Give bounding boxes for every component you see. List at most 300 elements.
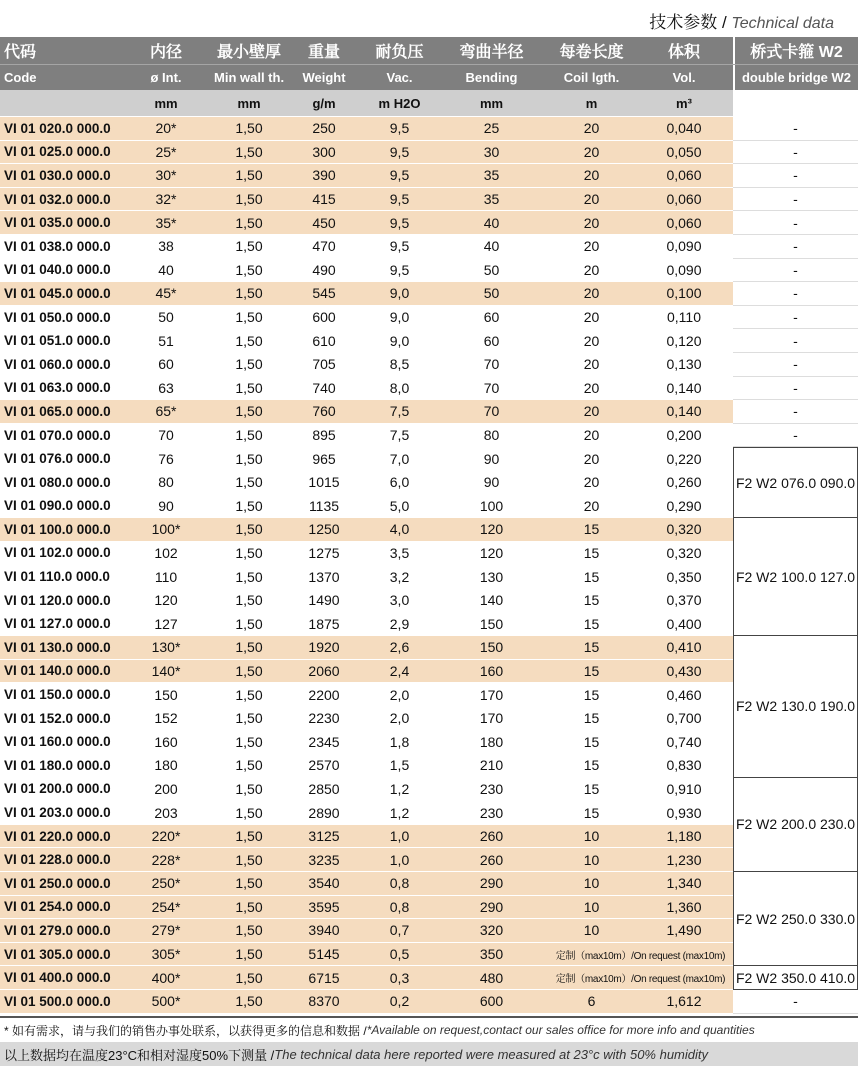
cell-inner-diameter: 220* [118,825,214,848]
cell-min-wall: 1,50 [214,636,284,659]
cell-min-wall: 1,50 [214,966,284,989]
footer-notes [0,1016,858,1066]
cell-volume: 0,260 [666,474,702,491]
table-row [0,306,858,330]
cell-vacuum: 1,5 [389,757,410,774]
bridge-cell-code: F2 W2 200.0 230.0 [733,778,858,872]
table-row [0,943,858,967]
cell-vacuum: 1,2 [389,780,410,797]
table-row [0,919,858,943]
cell-inner-diameter: 400* [118,966,214,989]
cell-vacuum: 0,8 [364,872,435,895]
cell-coil-length: 15 [583,686,600,703]
bridge-cell-none: - [733,259,858,283]
header-units-weight: g/m [312,95,336,111]
cell-code: VI 01 060.0 000.0 [4,356,111,372]
bridge-cell-none: - [733,353,858,377]
table-row [0,329,858,353]
cell-coil-length: 20 [583,238,600,255]
cell-weight: 2345 [308,733,340,750]
cell-weight: 1920 [284,636,364,659]
cell-code: VI 01 051.0 000.0 [4,333,111,349]
cell-inner-diameter: 45* [118,282,214,305]
cell-code: VI 01 254.0 000.0 [0,896,118,919]
header-en-volume: Vol. [672,70,696,85]
cell-weight: 740 [312,379,336,396]
header-row-cn [0,37,858,64]
cell-bending-radius: 35 [435,164,548,187]
cell-coil-length: 20 [548,141,635,164]
cell-bending-radius: 50 [483,261,500,278]
cell-bending-radius: 230 [479,780,504,797]
cell-inner-diameter: 127 [154,615,178,632]
cell-min-wall: 1,50 [214,848,284,871]
cell-coil-length: 15 [583,804,600,821]
cell-volume: 0,060 [635,164,733,187]
cell-min-wall: 1,50 [214,896,284,919]
cell-code: VI 01 305.0 000.0 [0,943,118,966]
cell-min-wall: 1,50 [235,544,263,561]
cell-min-wall: 1,50 [214,660,284,683]
cell-bending-radius: 180 [479,733,504,750]
cell-volume: 1,230 [635,848,733,871]
cell-inner-diameter: 100* [118,518,214,541]
header-en-coil-length: Coil lgth. [563,70,620,85]
cell-bending-radius: 60 [483,309,500,326]
cell-coil-length: 20 [583,379,600,396]
footnote-conditions: 以上数据均在温度23°C和相对湿度50%下测量 / The technical data here reported were measured at 23°c with 50% humidity [0,1042,858,1066]
cell-coil-length: 15 [583,544,600,561]
table-row [0,801,858,825]
cell-volume: 0,220 [666,450,702,467]
cell-min-wall: 1,50 [214,518,284,541]
cell-inner-diameter: 228* [118,848,214,871]
cell-weight: 6715 [284,966,364,989]
cell-bending-radius: 350 [435,943,548,966]
cell-min-wall: 1,50 [235,615,263,632]
cell-coil-length: 10 [548,872,635,895]
cell-code: VI 01 250.0 000.0 [0,872,118,895]
cell-min-wall: 1,50 [235,710,263,727]
table-row [0,707,858,731]
cell-vacuum: 9,5 [389,238,410,255]
cell-code: VI 01 102.0 000.0 [4,545,111,561]
cell-volume: 0,140 [635,400,733,423]
table-row [0,660,858,684]
cell-code: VI 01 110.0 000.0 [4,569,110,585]
header-en-weight: Weight [302,70,346,85]
cell-code: VI 01 090.0 000.0 [4,498,111,514]
cell-weight: 1875 [308,615,340,632]
cell-coil-length: 20 [548,117,635,140]
header-en-inner-diameter: ø Int. [150,70,182,85]
cell-bending-radius: 70 [483,356,500,373]
header-en-bridge: double bridge W2 [733,65,858,90]
cell-inner-diameter: 35* [118,211,214,234]
cell-inner-diameter: 200 [154,780,178,797]
cell-code: VI 01 400.0 000.0 [0,966,118,989]
header-row-units [0,90,858,116]
cell-bending-radius: 30 [435,141,548,164]
cell-vacuum: 0,5 [364,943,435,966]
table-header [0,37,858,116]
cell-vacuum: 7,5 [364,400,435,423]
cell-volume: 0,130 [666,356,702,373]
cell-bending-radius: 120 [479,544,504,561]
cell-code: VI 01 200.0 000.0 [4,781,111,797]
cell-inner-diameter: 140* [118,660,214,683]
table-row [0,872,858,896]
cell-code: VI 01 140.0 000.0 [0,660,118,683]
cell-volume: 0,740 [666,733,702,750]
cell-min-wall: 1,50 [235,497,263,514]
cell-volume: 0,110 [667,309,701,326]
cell-volume: 0,040 [635,117,733,140]
footnote-availability: * 如有需求，请与我们的销售办事处联系，以获得更多的信息和数据 / *Available on request,contact our sales office for more info and quantities [0,1016,858,1042]
cell-bending-radius: 170 [479,686,504,703]
cell-vacuum: 7,0 [389,450,410,467]
cell-code: VI 01 080.0 000.0 [4,474,111,490]
cell-volume: 0,430 [635,660,733,683]
data-table-body [0,117,858,1014]
cell-weight: 450 [284,211,364,234]
cell-weight: 1370 [308,568,340,585]
cell-inner-diameter: 50 [158,309,174,326]
cell-bending-radius: 170 [479,710,504,727]
cell-code: VI 01 045.0 000.0 [0,282,118,305]
cell-coil-length: 20 [548,211,635,234]
cell-weight: 2890 [308,804,340,821]
cell-code: VI 01 127.0 000.0 [4,616,111,632]
cell-weight: 1015 [308,474,340,491]
header-units-inner-diameter: mm [154,95,178,111]
bridge-cell-none: - [733,400,858,424]
cell-bending-radius: 260 [435,848,548,871]
cell-coil-length: 20 [583,332,600,349]
cell-code: VI 01 120.0 000.0 [4,592,111,608]
cell-weight: 8370 [284,990,364,1013]
header-cn-inner-diameter: 内径 [149,44,182,61]
cell-coil-length: 20 [583,427,600,444]
cell-code: VI 01 076.0 000.0 [4,451,111,467]
cell-coil-length: 20 [583,450,600,467]
cell-min-wall: 1,50 [214,211,284,234]
cell-volume: 0,090 [666,261,702,278]
table-row [0,495,858,519]
cell-vacuum: 0,7 [364,919,435,942]
cell-min-wall: 1,50 [235,332,263,349]
cell-bending-radius: 140 [479,592,504,609]
cell-on-request: 定制（max10m）/On request (max10m) [548,943,733,966]
cell-code: VI 01 032.0 000.0 [0,188,118,211]
header-en-vacuum: Vac. [386,70,413,85]
cell-weight: 3940 [284,919,364,942]
cell-bending-radius: 230 [479,804,504,821]
cell-inner-diameter: 63 [158,379,174,396]
header-cn-bending-radius: 弯曲半径 [459,44,524,61]
table-row [0,377,858,401]
cell-weight: 5145 [284,943,364,966]
cell-inner-diameter: 150 [154,686,178,703]
cell-bending-radius: 60 [483,332,500,349]
bridge-cell-code: F2 W2 350.0 410.0 [733,966,858,990]
cell-min-wall: 1,50 [235,261,263,278]
cell-inner-diameter: 120 [154,592,178,609]
cell-min-wall: 1,50 [214,990,284,1013]
cell-inner-diameter: 110 [154,568,178,585]
bridge-cell-none: - [733,377,858,401]
cell-bending-radius: 130 [479,568,504,585]
cell-inner-diameter: 152 [154,710,178,727]
cell-bending-radius: 260 [435,825,548,848]
cell-volume: 1,360 [635,896,733,919]
cell-min-wall: 1,50 [214,164,284,187]
cell-weight: 965 [312,450,336,467]
cell-vacuum: 0,3 [364,966,435,989]
cell-coil-length: 15 [548,636,635,659]
cell-min-wall: 1,50 [235,592,263,609]
cell-vacuum: 6,0 [389,474,410,491]
table-row [0,282,858,306]
table-row [0,353,858,377]
cell-vacuum: 9,5 [364,188,435,211]
cell-inner-diameter: 25* [118,141,214,164]
table-row [0,235,858,259]
table-row [0,778,858,802]
table-row [0,471,858,495]
cell-bending-radius: 35 [435,188,548,211]
cell-coil-length: 15 [548,518,635,541]
cell-coil-length: 20 [548,400,635,423]
table-row [0,896,858,920]
cell-volume: 1,340 [635,872,733,895]
cell-min-wall: 1,50 [214,919,284,942]
cell-coil-length: 15 [583,615,600,632]
cell-weight: 300 [284,141,364,164]
table-row [0,612,858,636]
table-row [0,754,858,778]
cell-weight: 2060 [284,660,364,683]
cell-coil-length: 15 [583,780,600,797]
cell-bending-radius: 90 [483,474,500,491]
cell-vacuum: 2,0 [389,710,410,727]
cell-code: VI 01 228.0 000.0 [0,848,118,871]
cell-bending-radius: 290 [435,896,548,919]
cell-coil-length: 15 [583,757,600,774]
cell-volume: 0,370 [666,592,702,609]
cell-inner-diameter: 32* [118,188,214,211]
cell-code: VI 01 130.0 000.0 [0,636,118,659]
cell-volume: 0,320 [666,544,702,561]
header-units-vacuum: m H2O [378,95,421,111]
bridge-cell-none: - [733,990,858,1014]
table-row [0,636,858,660]
cell-min-wall: 1,50 [214,400,284,423]
cell-coil-length: 15 [583,710,600,727]
cell-vacuum: 2,4 [364,660,435,683]
cell-bending-radius: 320 [435,919,548,942]
cell-volume: 0,460 [666,686,702,703]
cell-min-wall: 1,50 [235,356,263,373]
cell-coil-length: 20 [583,309,600,326]
cell-inner-diameter: 180 [154,757,178,774]
cell-code: VI 01 500.0 000.0 [0,990,118,1013]
table-row [0,424,858,448]
cell-bending-radius: 160 [435,660,548,683]
bridge-cell-none: - [733,188,858,212]
cell-min-wall: 1,50 [214,943,284,966]
table-row [0,589,858,613]
page-title [649,8,834,33]
cell-inner-diameter: 60 [158,356,174,373]
header-en-min-wall: Min wall th. [214,70,284,85]
cell-coil-length: 20 [548,164,635,187]
cell-code: VI 01 020.0 000.0 [0,117,118,140]
cell-volume: 0,200 [666,427,702,444]
cell-volume: 0,400 [666,615,702,632]
header-row-en [0,64,858,90]
cell-volume: 0,930 [666,804,702,821]
cell-weight: 415 [284,188,364,211]
cell-min-wall: 1,50 [235,379,263,396]
cell-coil-length: 10 [548,896,635,919]
cell-bending-radius: 210 [479,757,504,774]
cell-code: VI 01 070.0 000.0 [4,427,111,443]
cell-code: VI 01 038.0 000.0 [4,238,111,254]
cell-inner-diameter: 51 [158,332,174,349]
bridge-cell-none: - [733,329,858,353]
cell-coil-length: 10 [548,825,635,848]
cell-vacuum: 8,5 [389,356,410,373]
cell-volume: 0,100 [635,282,733,305]
cell-code: VI 01 065.0 000.0 [0,400,118,423]
bridge-cell-none: - [733,306,858,330]
cell-vacuum: 1,2 [389,804,410,821]
cell-coil-length: 10 [548,848,635,871]
table-row [0,447,858,471]
cell-bending-radius: 120 [435,518,548,541]
cell-min-wall: 1,50 [235,568,263,585]
cell-vacuum: 1,8 [389,733,410,750]
cell-volume: 0,830 [666,757,702,774]
bridge-cell-code: F2 W2 250.0 330.0 [733,872,858,966]
cell-volume: 0,120 [666,332,702,349]
cell-weight: 2570 [308,757,340,774]
cell-vacuum: 0,2 [364,990,435,1013]
cell-weight: 2850 [308,780,340,797]
cell-bending-radius: 100 [479,497,504,514]
cell-code: VI 01 063.0 000.0 [4,380,111,396]
table-row [0,400,858,424]
cell-inner-diameter: 160 [154,733,178,750]
header-cn-min-wall: 最小壁厚 [216,44,281,61]
cell-volume: 0,410 [635,636,733,659]
table-row [0,259,858,283]
cell-min-wall: 1,50 [235,733,263,750]
bridge-column [733,117,858,1014]
cell-code: VI 01 025.0 000.0 [0,141,118,164]
cell-code: VI 01 220.0 000.0 [0,825,118,848]
cell-inner-diameter: 90 [158,497,174,514]
cell-min-wall: 1,50 [214,282,284,305]
cell-code: VI 01 035.0 000.0 [0,211,118,234]
cell-coil-length: 10 [548,919,635,942]
cell-code: VI 01 152.0 000.0 [4,710,111,726]
cell-volume: 0,350 [666,568,702,585]
cell-coil-length: 20 [583,261,600,278]
cell-code: VI 01 203.0 000.0 [4,805,111,821]
cell-weight: 600 [312,309,336,326]
cell-coil-length: 15 [583,733,600,750]
cell-volume: 1,180 [635,825,733,848]
cell-bending-radius: 150 [479,615,504,632]
header-units-coil-length: m [585,95,598,111]
cell-min-wall: 1,50 [235,474,263,491]
cell-weight: 1490 [308,592,340,609]
cell-bending-radius: 70 [435,400,548,423]
cell-vacuum: 9,0 [364,282,435,305]
cell-code: VI 01 150.0 000.0 [4,687,111,703]
cell-bending-radius: 25 [435,117,548,140]
table-row [0,542,858,566]
bridge-cell-none: - [733,211,858,235]
cell-vacuum: 3,5 [389,544,410,561]
cell-bending-radius: 50 [435,282,548,305]
table-row [0,730,858,754]
cell-weight: 2230 [308,710,340,727]
bridge-cell-none: - [733,117,858,141]
cell-bending-radius: 600 [435,990,548,1013]
cell-code: VI 01 100.0 000.0 [0,518,118,541]
cell-vacuum: 9,5 [364,211,435,234]
cell-code: VI 01 279.0 000.0 [0,919,118,942]
cell-min-wall: 1,50 [235,686,263,703]
cell-volume: 0,910 [666,780,702,797]
cell-coil-length: 15 [583,568,600,585]
table-row [0,565,858,589]
cell-weight: 760 [284,400,364,423]
cell-volume: 0,060 [635,211,733,234]
cell-coil-length: 20 [583,497,600,514]
cell-inner-diameter: 254* [118,896,214,919]
cell-volume: 0,320 [635,518,733,541]
bridge-cell-code: F2 W2 076.0 090.0 [733,447,858,518]
cell-inner-diameter: 130* [118,636,214,659]
cell-inner-diameter: 20* [118,117,214,140]
header-units-bending-radius: mm [479,95,504,111]
cell-inner-diameter: 65* [118,400,214,423]
title-en: Technical data [731,15,834,32]
table-row [0,848,858,872]
cell-inner-diameter: 80 [158,474,174,491]
cell-weight: 250 [284,117,364,140]
cell-code: VI 01 030.0 000.0 [0,164,118,187]
cell-coil-length: 20 [583,474,600,491]
cell-weight: 1135 [308,497,340,514]
cell-inner-diameter: 38 [158,238,174,255]
cell-weight: 2200 [308,686,340,703]
table-row [0,990,858,1014]
cell-code: VI 01 180.0 000.0 [4,757,111,773]
table-row [0,966,858,990]
cell-coil-length: 20 [583,356,600,373]
bridge-cell-code: F2 W2 100.0 127.0 [733,518,858,636]
header-cn-code: 代码 [4,44,37,61]
cell-min-wall: 1,50 [235,309,263,326]
cell-min-wall: 1,50 [214,872,284,895]
cell-vacuum: 1,0 [364,825,435,848]
cell-weight: 3540 [284,872,364,895]
